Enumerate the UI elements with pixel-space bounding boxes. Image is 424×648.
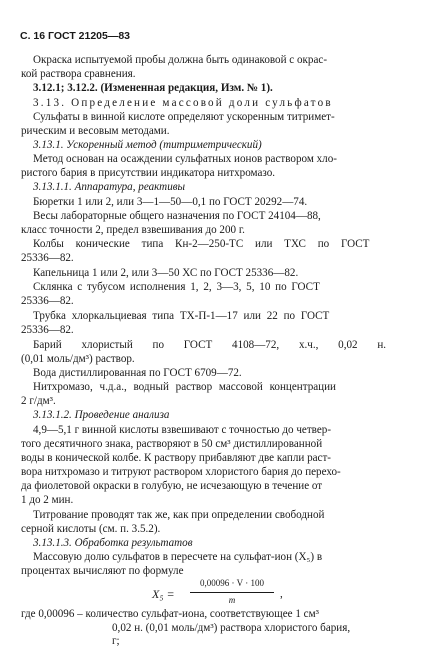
section-heading: 3.13. Определение массовой доли сульфатов [33, 97, 333, 109]
text-line: рическим и весовым методами. [21, 125, 170, 137]
text-line: Колбы конические типа Кн-2—250-ТС или ТХС по ГОСТ [33, 238, 370, 250]
subsection-heading: 3.13.1.1. Аппаратура, реактивы [33, 181, 186, 193]
text-line: Сульфаты в винной кислоте определяют ускоренным титримет- [33, 111, 335, 123]
text-line: Вода дистиллированная по ГОСТ 6709—72. [33, 367, 242, 379]
text-line: Трубка хлоркальциевая типа ТХ-П-1—17 или 22 по ГОСТ [33, 310, 330, 322]
subsection-heading: 3.13.1.3. Обработка результатов [33, 537, 193, 549]
text-line: вора нитхромазо и титруют раствором хлористого бария до перехо- [21, 466, 341, 478]
page-header-label: С. 16 ГОСТ 21205—83 [20, 30, 131, 42]
text-line: Барий хлористый по ГОСТ 4108—72, х.ч., 0,02 н. [33, 339, 387, 351]
running-header [0, 29, 424, 43]
subsection-heading: 3.13.1.2. Проведение анализа [33, 409, 170, 421]
text-line: Титрование проводят так же, как при определении свободной [33, 509, 325, 521]
text-line: ристого бария в присутствии индикатора нитхромазо. [21, 167, 276, 179]
legend-line: 0,02 н. (0,01 моль/дм³) раствора хлористого бария, [112, 622, 351, 634]
formula-denominator: m [228, 595, 236, 605]
text-line: Метод основан на осаждении сульфатных ионов раствором хло- [33, 153, 337, 165]
text-line: Окраска испытуемой пробы должна быть одинаковой с окрас- [33, 54, 328, 66]
text-line: 4,9—5,1 г винной кислоты взвешивают с точностью до четвер- [33, 424, 332, 436]
text-line: Массовую долю сульфатов в пересчете на сульфат-ион (X₅) в [33, 551, 323, 563]
text-line: 25336—82. [21, 252, 74, 264]
amendment-note: 3.12.1; 3.12.2. (Измененная редакция, Изм. № 1). [33, 82, 273, 94]
text-line: Склянка с тубусом исполнения 1, 2, 3—3, 5, 10 по ГОСТ [33, 281, 320, 293]
text-line: кой раствора сравнения. [21, 68, 136, 80]
text-line: 1 до 2 мин. [21, 494, 74, 506]
text-line: класс точности 2, предел взвешивания до 200 г. [21, 224, 245, 236]
text-line: да фиолетовой окраски в голубую, не исчезающую в течение от [21, 480, 323, 492]
formula-numerator: 0,00096 · V · 100 [200, 578, 264, 588]
legend-line: где 0,00096 – количество сульфат-иона, соответствующее 1 см³ [21, 608, 319, 620]
text-line: процентах вычисляют по формуле [21, 565, 184, 577]
text-line: серной кислоты (см. п. 3.5.2). [21, 523, 161, 535]
text-line: того десятичного знака, растворяют в 50 см³ дистиллированной [21, 438, 323, 450]
text-line: 25336—82. [21, 324, 74, 336]
text-line: Нитхромазо, ч.д.а., водный раствор массовой концентрации [33, 381, 336, 393]
subsection-heading: 3.13.1. Ускоренный метод (титриметрический) [33, 139, 262, 151]
text-line: воды в конической колбе. К раствору прибавляют две капли раст- [21, 452, 332, 464]
text-line: Весы лабораторные общего назначения по ГОСТ 24104—88, [33, 210, 321, 222]
text-line: (0,01 моль/дм³) раствор. [21, 353, 135, 365]
text-line: 25336—82. [21, 295, 74, 307]
legend-line: г; [112, 635, 120, 647]
formula-lhs: X₅ = [152, 587, 175, 601]
formula-trail: , [280, 588, 283, 600]
text-line: Капельница 1 или 2, или 3—50 ХС по ГОСТ 25336—82. [33, 267, 299, 279]
text-line: Бюретки 1 или 2, или 3—1—50—0,1 по ГОСТ 20292—74. [33, 196, 308, 208]
text-line: 2 г/дм³. [21, 395, 56, 407]
